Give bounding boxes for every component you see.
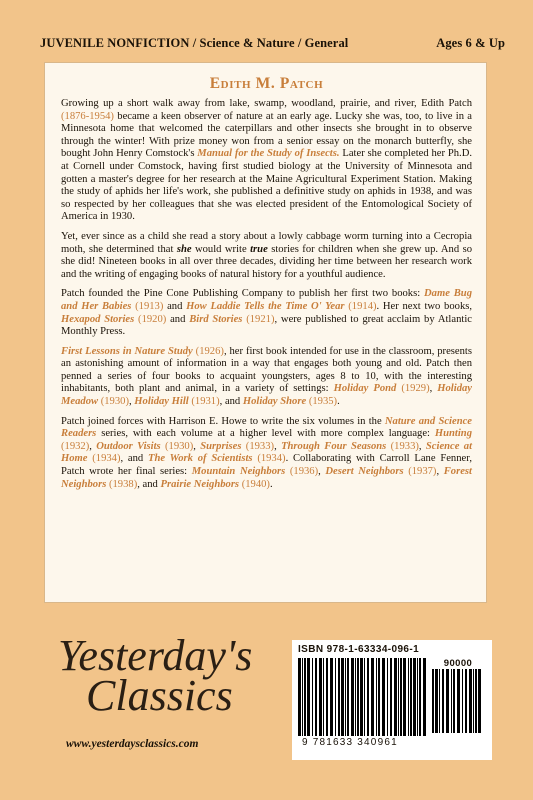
barcode-bar bbox=[417, 658, 418, 736]
barcode-bar bbox=[371, 658, 374, 736]
barcode-bar bbox=[457, 669, 460, 733]
barcode-bar bbox=[435, 669, 438, 733]
barcode-bar bbox=[378, 658, 380, 736]
book-title: Bird Stories bbox=[189, 313, 243, 325]
bio-paragraph-1: Growing up a short walk away from lake, swamp, woodland, prairie, and river, Edith Patch (1876-1954) became a keen observer of nature at an early age. Lucky she was, too, to live in a Minnesota home that welcomed the caterpillars and other insects she brought in to observe through the winter! With prize money won from a senior essay on the monarch butterfly, she bought John Henry Comstock's Manual for the Study of Insects. Later she completed her Ph.D. at Cornell under Comstock, having first studied biology at the University of Minnesota and gotten a master's degree for her research at the Maine Agricultural Experiment Station. Making the study of aphids her life's work, she published a definitive study on aphids in 1938, and was so respected by her colleagues that she was elected president of the Entomological Society of America in 1930. bbox=[61, 98, 472, 223]
life-dates: (1876-1954) bbox=[61, 110, 114, 122]
barcode-bar bbox=[446, 669, 449, 733]
barcode-bar bbox=[423, 658, 426, 736]
barcode-bar bbox=[478, 669, 481, 733]
addon-barcode-bars bbox=[432, 669, 484, 733]
book-title: Holiday Shore bbox=[242, 396, 307, 408]
barcode-bar bbox=[355, 658, 356, 736]
book-title: Science at Home bbox=[61, 440, 473, 465]
barcode-bar bbox=[419, 658, 421, 736]
barcode-bar bbox=[462, 669, 463, 733]
book-title: Manual for the Study of Insects. bbox=[197, 148, 340, 160]
book-title: Holiday Meadow bbox=[61, 383, 472, 408]
barcode-bar bbox=[410, 658, 412, 736]
book-title: The Work of Scientists bbox=[147, 453, 253, 465]
barcode-bar bbox=[439, 669, 440, 733]
barcode-bar bbox=[302, 658, 303, 736]
book-title: Surprises bbox=[200, 440, 242, 452]
book-title: How Laddie Tells the Time O' Year bbox=[186, 300, 345, 312]
age-range-label: Ages 6 & Up bbox=[436, 36, 505, 50]
barcode-bar bbox=[357, 658, 359, 736]
bio-paragraph-2: Yet, ever since as a child she read a story about a lowly cabbage worm turning into a Cecropia moth, she determined that she would write true stories for children when she grew up. And so she did! Nineteen books in all over three decades, dividing her time between her research work and the writing of engaging books of natural history for a youthful audience. bbox=[61, 230, 472, 280]
barcode-bar bbox=[304, 658, 306, 736]
book-title: Holiday Hill bbox=[134, 396, 189, 408]
book-title: Desert Neighbors bbox=[325, 466, 404, 478]
barcode-bar bbox=[338, 658, 340, 736]
barcode-bar bbox=[298, 658, 301, 736]
author-heading: Edith M. Patch bbox=[209, 75, 324, 92]
bio-paragraph-4: First Lessons in Nature Study (1926), her first book intended for use in the classroom, presents an astonishing amount of information in a way that engages both young and old. Patch then penned a series of four books to acquaint youngsters, ages 8 to 10, with the interesting inhabitants, both plant and animal, in a variety of settings: Holiday Pond (1929), Holiday Meadow (1930), Holiday Hill (1931), and Holiday Shore (1935). bbox=[61, 345, 472, 408]
book-title: Mountain Neighbors bbox=[191, 466, 286, 478]
logo-line-2: Classics bbox=[86, 671, 233, 720]
barcode-bar bbox=[326, 658, 328, 736]
barcode-bar bbox=[408, 658, 409, 736]
barcode-bar bbox=[403, 658, 406, 736]
barcode-bar bbox=[351, 658, 354, 736]
barcode-bar bbox=[469, 669, 472, 733]
barcode-bar bbox=[364, 658, 365, 736]
barcode-bar bbox=[382, 658, 385, 736]
book-title: Dame Bug and Her Babies bbox=[61, 288, 473, 312]
barcode-bar bbox=[390, 658, 392, 736]
barcode-bar bbox=[473, 669, 474, 733]
book-title: Forest Neighbors bbox=[61, 466, 472, 490]
barcode-bar bbox=[465, 669, 467, 733]
barcode-bar bbox=[347, 658, 349, 736]
isbn-label: ISBN 978-1-63334-096-1 bbox=[298, 644, 420, 655]
price-code: 90000 bbox=[443, 658, 473, 669]
barcode-bar bbox=[315, 658, 317, 736]
book-title: Holiday Pond bbox=[333, 383, 397, 395]
bio-paragraph-5: Patch joined forces with Harrison E. Howe to write the six volumes in the Nature and Science Readers series, with each volume at a higher level with more complex language: Hunting (1932), Outdoor Visits (1930), Surprises (1933), Through Four Seasons (1933), Science at Home (1934), and The Work of Scientists (1934). Collaborating with Carroll Lane Fenner, Patch wrote her final series: Mountain Neighbors (1936), Desert Neighbors (1937), Forest Neighbors (1938), and Prairie Neighbors (1940). bbox=[61, 415, 473, 490]
barcode-bar bbox=[376, 658, 377, 736]
barcode-bar bbox=[451, 669, 452, 733]
barcode-bars bbox=[298, 658, 426, 736]
barcode-bar bbox=[341, 658, 344, 736]
isbn-barcode bbox=[292, 640, 492, 760]
barcode-bar bbox=[367, 658, 369, 736]
barcode-bar bbox=[394, 658, 397, 736]
publisher-logo bbox=[58, 631, 253, 720]
barcode-bar bbox=[360, 658, 363, 736]
logo-line-1: Yesterday's bbox=[58, 631, 253, 680]
book-title: Hexapod Stories bbox=[61, 313, 135, 325]
barcode-bar bbox=[453, 669, 455, 733]
barcode-bar bbox=[307, 658, 310, 736]
barcode-bar bbox=[312, 658, 313, 736]
emphasis-she: she bbox=[176, 243, 192, 255]
barcode-digits: 9 781633 340961 bbox=[302, 737, 398, 748]
publisher-url: www.yesterdaysclassics.com bbox=[66, 738, 199, 750]
barcode-bar bbox=[335, 658, 336, 736]
book-title: Outdoor Visits bbox=[96, 440, 161, 452]
barcode-bar bbox=[442, 669, 444, 733]
book-title: Hunting bbox=[434, 428, 472, 440]
barcode-bar bbox=[398, 658, 399, 736]
barcode-bar bbox=[345, 658, 346, 736]
book-title: Through Four Seasons bbox=[281, 440, 387, 452]
barcode-bar bbox=[413, 658, 416, 736]
category-header bbox=[40, 36, 505, 51]
barcode-bar bbox=[475, 669, 477, 733]
barcode-bar bbox=[387, 658, 388, 736]
description-panel bbox=[44, 62, 487, 603]
barcode-bar bbox=[400, 658, 402, 736]
book-title: First Lessons in Nature Study bbox=[61, 345, 193, 357]
book-title: Prairie Neighbors bbox=[160, 478, 240, 490]
category-label: JUVENILE NONFICTION / Science & Nature / General bbox=[40, 36, 349, 50]
emphasis-true: true bbox=[250, 243, 268, 255]
barcode-bar bbox=[319, 658, 322, 736]
barcode-bar bbox=[323, 658, 324, 736]
bio-paragraph-3: Patch founded the Pine Cone Publishing Company to publish her first two books: Dame Bug and Her Babies (1913) and How Laddie Tells the Time O' Year (1914). Her next two books, Hexapod Stories (1920) and Bird Stories (1921), were published to great acclaim by Atlantic Monthly Press. bbox=[61, 288, 473, 338]
barcode-bar bbox=[432, 669, 434, 733]
series-title: Nature and Science Readers bbox=[61, 415, 472, 440]
barcode-bar bbox=[330, 658, 333, 736]
